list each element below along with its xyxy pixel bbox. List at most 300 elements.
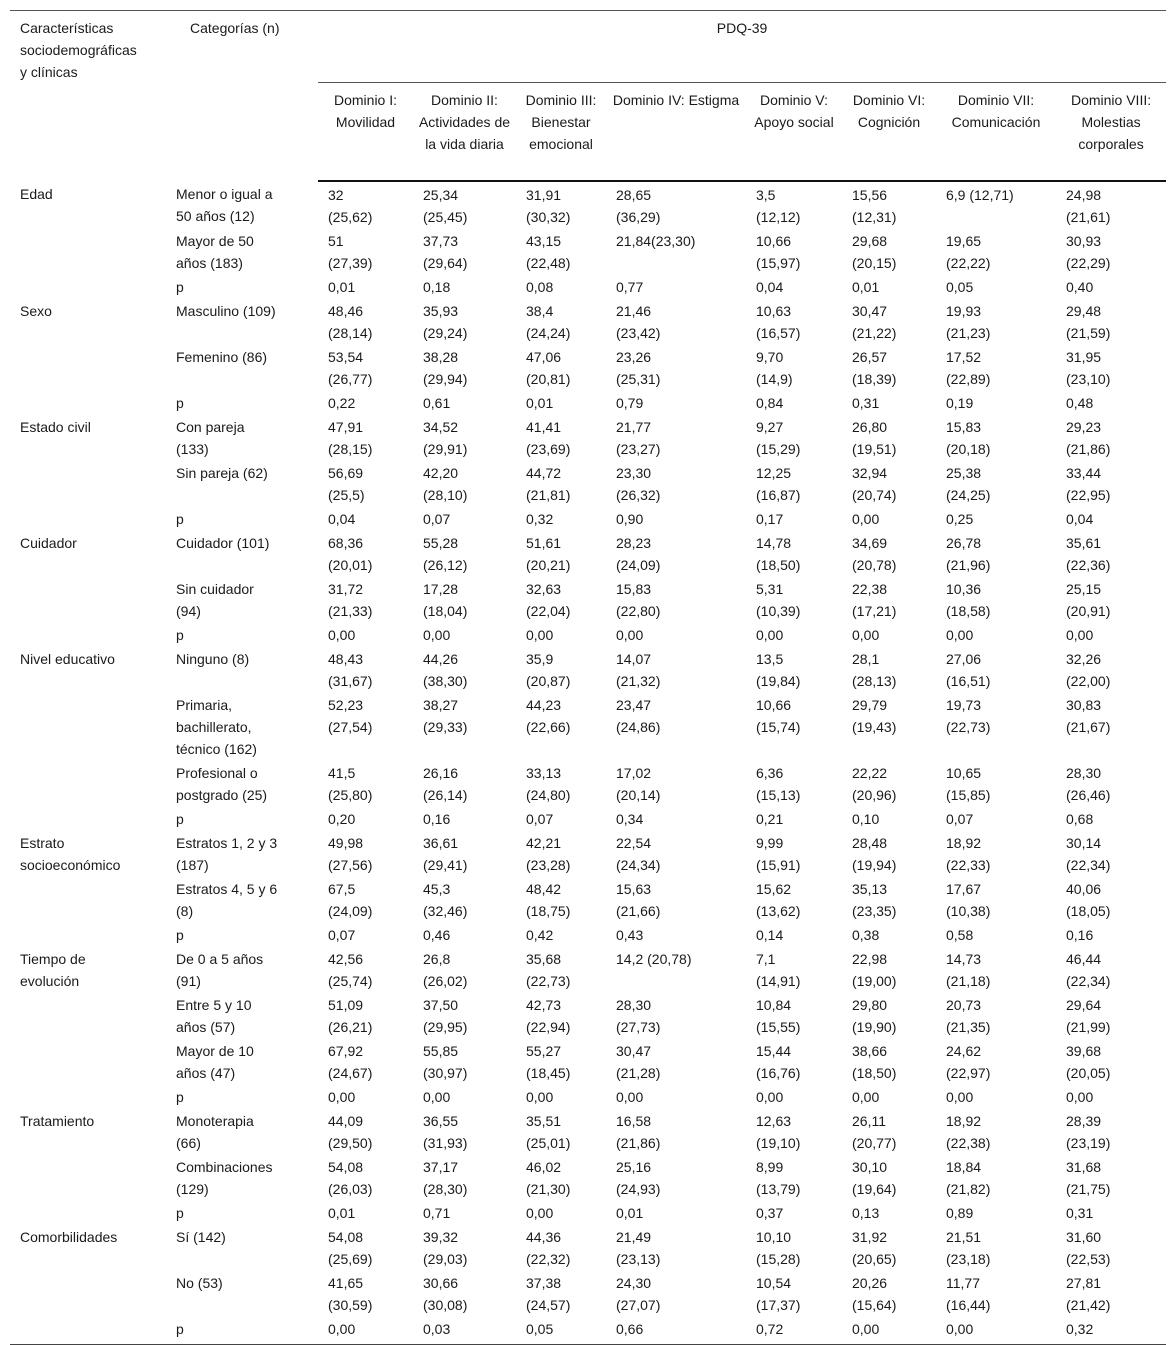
- mean-sd-cell: 18,92 (22,38): [946, 1112, 991, 1151]
- header-domain: Dominio V: Apoyo social: [746, 83, 842, 181]
- mean-sd-cell: 14,73 (21,18): [946, 950, 991, 989]
- mean-sd-cell: 28,23 (24,09): [616, 534, 661, 573]
- p-value-cell: 0,04: [756, 278, 784, 295]
- category-label: Entre 5 y 10 años (57): [176, 996, 252, 1035]
- p-value-cell: 0,00: [616, 1088, 644, 1105]
- table-row: [10, 274, 1166, 298]
- mean-sd-cell: 19,65 (22,22): [946, 232, 991, 271]
- p-value-label: p: [176, 1088, 184, 1105]
- mean-sd-cell: 29,79 (19,43): [852, 696, 897, 735]
- p-value-cell: 0,07: [423, 510, 451, 527]
- table-row: [10, 692, 1166, 760]
- category-label: Combinaciones (129): [176, 1158, 273, 1197]
- mean-sd-cell: 14,07 (21,32): [616, 650, 661, 689]
- mean-sd-cell: 9,70 (14,9): [756, 348, 793, 387]
- mean-sd-cell: 38,28 (29,94): [423, 348, 468, 387]
- category-label: Profesional o postgrado (25): [176, 764, 268, 803]
- p-value-cell: 0,00: [852, 510, 880, 527]
- table-row: [10, 760, 1166, 806]
- mean-sd-cell: 20,26 (15,64): [852, 1274, 897, 1313]
- mean-sd-cell: 18,92 (22,33): [946, 834, 991, 873]
- mean-sd-cell: 55,27 (18,45): [526, 1042, 571, 1081]
- mean-sd-cell: 19,73 (22,73): [946, 696, 991, 735]
- table-row: [10, 646, 1166, 692]
- characteristic-label: Tratamiento: [20, 1112, 95, 1129]
- mean-sd-cell: 47,91 (28,15): [328, 418, 373, 457]
- mean-sd-cell: 21,77 (23,27): [616, 418, 661, 457]
- table-row: [10, 1200, 1166, 1224]
- mean-sd-cell: 13,5 (19,84): [756, 650, 801, 689]
- mean-sd-cell: 35,13 (23,35): [852, 880, 897, 919]
- mean-sd-cell: 42,20 (28,10): [423, 464, 468, 503]
- p-value-cell: 0,00: [946, 1320, 974, 1337]
- p-value-cell: 0,16: [1066, 926, 1094, 943]
- mean-sd-cell: 35,61 (22,36): [1066, 534, 1111, 573]
- mean-sd-cell: 23,26 (25,31): [616, 348, 661, 387]
- mean-sd-cell: 10,84 (15,55): [756, 996, 801, 1035]
- p-value-cell: 0,38: [852, 926, 880, 943]
- category-label: Menor o igual a 50 años (12): [176, 185, 273, 224]
- p-value-cell: 0,00: [756, 626, 784, 643]
- table-header: [10, 11, 1166, 181]
- header-domain: Dominio VIII: Molestias corporales: [1056, 83, 1166, 181]
- p-value-cell: 0,01: [526, 394, 554, 411]
- mean-sd-cell: 33,44 (22,95): [1066, 464, 1111, 503]
- mean-sd-cell: 31,60 (22,53): [1066, 1228, 1111, 1267]
- mean-sd-cell: 8,99 (13,79): [756, 1158, 801, 1197]
- p-value-cell: 0,05: [526, 1320, 554, 1337]
- table-row: [10, 622, 1166, 646]
- mean-sd-cell: 10,10 (15,28): [756, 1228, 801, 1267]
- p-value-cell: 0,16: [423, 810, 451, 827]
- category-label: Sin pareja (62): [176, 464, 268, 481]
- p-value-cell: 0,07: [946, 810, 974, 827]
- p-value-cell: 0,89: [946, 1204, 974, 1221]
- mean-sd-cell: 7,1 (14,91): [756, 950, 801, 989]
- mean-sd-cell: 9,99 (15,91): [756, 834, 801, 873]
- mean-sd-cell: 42,73 (22,94): [526, 996, 571, 1035]
- p-value-cell: 0,22: [328, 394, 356, 411]
- mean-sd-cell: 12,25 (16,87): [756, 464, 801, 503]
- p-value-cell: 0,72: [756, 1320, 784, 1337]
- mean-sd-cell: 30,47 (21,22): [852, 302, 897, 341]
- mean-sd-cell: 21,49 (23,13): [616, 1228, 661, 1267]
- header-domain: Dominio III: Bienestar emocional: [516, 83, 606, 181]
- header-pdq39: PDQ-39: [318, 11, 1166, 83]
- p-value-cell: 0,37: [756, 1204, 784, 1221]
- table-row: [10, 181, 1166, 228]
- table-row: [10, 922, 1166, 946]
- mean-sd-cell: 28,39 (23,19): [1066, 1112, 1111, 1151]
- header-categories: Categorías (n): [166, 11, 318, 181]
- table-row: [10, 1224, 1166, 1270]
- table-row: [10, 830, 1166, 876]
- p-value-cell: 0,14: [756, 926, 784, 943]
- category-label: Estratos 1, 2 y 3 (187): [176, 834, 278, 873]
- mean-sd-cell: 42,21 (23,28): [526, 834, 571, 873]
- p-value-cell: 0,31: [1066, 1204, 1094, 1221]
- p-value-cell: 0,32: [1066, 1320, 1094, 1337]
- mean-sd-cell: 40,06 (18,05): [1066, 880, 1111, 919]
- mean-sd-cell: 34,52 (29,91): [423, 418, 468, 457]
- mean-sd-cell: 15,83 (20,18): [946, 418, 991, 457]
- p-value-cell: 0,00: [526, 626, 554, 643]
- mean-sd-cell: 46,44 (22,34): [1066, 950, 1111, 989]
- category-label: Mayor de 10 años (47): [176, 1042, 254, 1081]
- mean-sd-cell: 9,27 (15,29): [756, 418, 801, 457]
- p-value-cell: 0,00: [616, 626, 644, 643]
- mean-sd-cell: 44,26 (38,30): [423, 650, 468, 689]
- mean-sd-cell: 54,08 (25,69): [328, 1228, 373, 1267]
- mean-sd-cell: 36,55 (31,93): [423, 1112, 468, 1151]
- mean-sd-cell: 48,42 (18,75): [526, 880, 571, 919]
- mean-sd-cell: 39,32 (29,03): [423, 1228, 468, 1267]
- mean-sd-cell: 55,85 (30,97): [423, 1042, 468, 1081]
- mean-sd-cell: 51,61 (20,21): [526, 534, 571, 573]
- mean-sd-cell: 48,46 (28,14): [328, 302, 373, 341]
- mean-sd-cell: 24,98 (21,61): [1066, 186, 1111, 225]
- p-value-cell: 0,32: [526, 510, 554, 527]
- mean-sd-cell: 47,06 (20,81): [526, 348, 571, 387]
- mean-sd-cell: 56,69 (25,5): [328, 464, 365, 503]
- mean-sd-cell: 49,98 (27,56): [328, 834, 373, 873]
- mean-sd-cell: 39,68 (20,05): [1066, 1042, 1111, 1081]
- p-value-cell: 0,00: [328, 626, 356, 643]
- p-value-cell: 0,08: [526, 278, 554, 295]
- mean-sd-cell: 23,47 (24,86): [616, 696, 661, 735]
- p-value-cell: 0,20: [328, 810, 356, 827]
- characteristic-label: Estado civil: [20, 418, 91, 435]
- p-value-label: p: [176, 626, 184, 643]
- mean-sd-cell: 17,67 (10,38): [946, 880, 991, 919]
- mean-sd-cell: 37,73 (29,64): [423, 232, 468, 271]
- mean-sd-cell: 3,5 (12,12): [756, 186, 801, 225]
- mean-sd-cell: 24,30 (27,07): [616, 1274, 661, 1313]
- mean-sd-cell: 46,02 (21,30): [526, 1158, 571, 1197]
- mean-sd-cell: 5,31 (10,39): [756, 580, 801, 619]
- p-value-cell: 0,84: [756, 394, 784, 411]
- table-row: [10, 946, 1166, 992]
- header-domain: Dominio I: Movilidad: [318, 83, 413, 181]
- p-value-cell: 0,05: [946, 278, 974, 295]
- table-row: [10, 992, 1166, 1038]
- table-body: [10, 181, 1166, 1345]
- p-value-cell: 0,71: [423, 1204, 451, 1221]
- header-domain: Dominio IV: Estigma: [606, 83, 746, 181]
- p-value-cell: 0,17: [756, 510, 784, 527]
- mean-sd-cell: 37,38 (24,57): [526, 1274, 571, 1313]
- p-value-cell: 0,01: [328, 278, 356, 295]
- mean-sd-cell: 45,3 (32,46): [423, 880, 468, 919]
- mean-sd-cell: 33,13 (24,80): [526, 764, 571, 803]
- mean-sd-cell: 38,27 (29,33): [423, 696, 468, 735]
- category-label: Femenino (86): [176, 348, 268, 365]
- p-value-cell: 0,04: [328, 510, 356, 527]
- p-value-cell: 0,00: [756, 1088, 784, 1105]
- mean-sd-cell: 31,92 (20,65): [852, 1228, 897, 1267]
- mean-sd-cell: 23,30 (26,32): [616, 464, 661, 503]
- mean-sd-cell: 32,26 (22,00): [1066, 650, 1111, 689]
- p-value-cell: 0,03: [423, 1320, 451, 1337]
- table-row: [10, 530, 1166, 576]
- mean-sd-cell: 36,61 (29,41): [423, 834, 468, 873]
- mean-sd-cell: 10,54 (17,37): [756, 1274, 801, 1313]
- p-value-cell: 0,07: [526, 810, 554, 827]
- mean-sd-cell: 30,93 (22,29): [1066, 232, 1111, 271]
- characteristic-label: Sexo: [20, 302, 52, 319]
- mean-sd-cell: 21,46 (23,42): [616, 302, 661, 341]
- table-row: [10, 414, 1166, 460]
- table-row: [10, 298, 1166, 344]
- p-value-cell: 0,31: [852, 394, 880, 411]
- mean-sd-cell: 29,23 (21,86): [1066, 418, 1111, 457]
- table-row: [10, 1038, 1166, 1084]
- p-value-cell: 0,40: [1066, 278, 1094, 295]
- p-value-label: p: [176, 926, 184, 943]
- mean-sd-cell: 17,52 (22,89): [946, 348, 991, 387]
- mean-sd-cell: 17,28 (18,04): [423, 580, 468, 619]
- p-value-cell: 0,00: [852, 626, 880, 643]
- p-value-cell: 0,77: [616, 278, 644, 295]
- mean-sd-cell: 29,48 (21,59): [1066, 302, 1111, 341]
- mean-sd-cell: 25,34 (25,45): [423, 186, 468, 225]
- mean-sd-cell: 30,14 (22,34): [1066, 834, 1111, 873]
- mean-sd-cell: 14,78 (18,50): [756, 534, 801, 573]
- category-label: Primaria, bachillerato, técnico (162): [176, 696, 257, 757]
- mean-sd-cell: 44,72 (21,81): [526, 464, 571, 503]
- header-domain: Dominio VI: Cognición: [842, 83, 936, 181]
- mean-sd-cell: 53,54 (26,77): [328, 348, 373, 387]
- p-value-cell: 0,00: [1066, 1088, 1094, 1105]
- table-row: [10, 876, 1166, 922]
- mean-sd-cell: 27,81 (21,42): [1066, 1274, 1111, 1313]
- mean-sd-cell: 28,48 (19,94): [852, 834, 897, 873]
- mean-sd-cell: 14,2 (20,78): [616, 950, 692, 967]
- mean-sd-cell: 15,62 (13,62): [756, 880, 801, 919]
- p-value-cell: 0,43: [616, 926, 644, 943]
- category-label: De 0 a 5 años (91): [176, 950, 264, 989]
- characteristic-label: Comorbilidades: [20, 1228, 118, 1245]
- category-label: Masculino (109): [176, 302, 276, 319]
- pdq39-results-table: [10, 10, 1166, 1345]
- mean-sd-cell: 44,23 (22,66): [526, 696, 571, 735]
- mean-sd-cell: 6,36 (15,13): [756, 764, 801, 803]
- mean-sd-cell: 67,92 (24,67): [328, 1042, 373, 1081]
- table-row: [10, 228, 1166, 274]
- mean-sd-cell: 15,63 (21,66): [616, 880, 661, 919]
- table-row: [10, 1154, 1166, 1200]
- table-row: [10, 806, 1166, 830]
- p-value-cell: 0,00: [423, 626, 451, 643]
- p-value-cell: 0,42: [526, 926, 554, 943]
- mean-sd-cell: 29,64 (21,99): [1066, 996, 1111, 1035]
- mean-sd-cell: 67,5 (24,09): [328, 880, 373, 919]
- table-row: [10, 506, 1166, 530]
- mean-sd-cell: 25,16 (24,93): [616, 1158, 661, 1197]
- mean-sd-cell: 12,63 (19,10): [756, 1112, 801, 1151]
- p-value-cell: 0,46: [423, 926, 451, 943]
- mean-sd-cell: 35,51 (25,01): [526, 1112, 571, 1151]
- mean-sd-cell: 15,83 (22,80): [616, 580, 661, 619]
- p-value-cell: 0,00: [946, 1088, 974, 1105]
- header-domain: Dominio II: Actividades de la vida diaria: [413, 83, 516, 181]
- mean-sd-cell: 11,77 (16,44): [946, 1274, 991, 1313]
- mean-sd-cell: 10,66 (15,74): [756, 696, 801, 735]
- p-value-cell: 0,18: [423, 278, 451, 295]
- p-value-label: p: [176, 1320, 184, 1337]
- mean-sd-cell: 31,68 (21,75): [1066, 1158, 1111, 1197]
- mean-sd-cell: 31,72 (21,33): [328, 580, 373, 619]
- mean-sd-cell: 26,78 (21,96): [946, 534, 991, 573]
- header-domain: Dominio VII: Comunicación: [936, 83, 1056, 181]
- characteristic-label: Edad: [20, 185, 53, 202]
- p-value-cell: 0,07: [328, 926, 356, 943]
- p-value-cell: 0,68: [1066, 810, 1094, 827]
- mean-sd-cell: 42,56 (25,74): [328, 950, 373, 989]
- mean-sd-cell: 28,30 (26,46): [1066, 764, 1111, 803]
- mean-sd-cell: 38,4 (24,24): [526, 302, 571, 341]
- mean-sd-cell: 26,11 (20,77): [852, 1112, 897, 1151]
- mean-sd-cell: 10,36 (18,58): [946, 580, 991, 619]
- mean-sd-cell: 32 (25,62): [328, 186, 373, 225]
- p-value-cell: 0,79: [616, 394, 644, 411]
- mean-sd-cell: 31,95 (23,10): [1066, 348, 1111, 387]
- mean-sd-cell: 25,38 (24,25): [946, 464, 991, 503]
- mean-sd-cell: 32,63 (22,04): [526, 580, 571, 619]
- mean-sd-cell: 22,98 (19,00): [852, 950, 897, 989]
- p-value-cell: 0,58: [946, 926, 974, 943]
- p-value-cell: 0,00: [328, 1320, 356, 1337]
- mean-sd-cell: 35,93 (29,24): [423, 302, 468, 341]
- mean-sd-cell: 24,62 (22,97): [946, 1042, 991, 1081]
- table-row: [10, 1270, 1166, 1316]
- mean-sd-cell: 31,91 (30,32): [526, 186, 571, 225]
- mean-sd-cell: 35,9 (20,87): [526, 650, 571, 689]
- p-value-cell: 0,00: [852, 1320, 880, 1337]
- p-value-label: p: [176, 810, 184, 827]
- mean-sd-cell: 29,68 (20,15): [852, 232, 897, 271]
- header-characteristics: Características sociodemográficas y clínicas: [10, 11, 166, 181]
- mean-sd-cell: 30,66 (30,08): [423, 1274, 468, 1313]
- characteristic-label: Cuidador: [20, 534, 77, 551]
- mean-sd-cell: 25,15 (20,91): [1066, 580, 1111, 619]
- mean-sd-cell: 15,56 (12,31): [852, 186, 897, 225]
- p-value-label: p: [176, 278, 184, 295]
- p-value-cell: 0,01: [328, 1204, 356, 1221]
- mean-sd-cell: 6,9 (12,71): [946, 186, 1014, 203]
- mean-sd-cell: 15,44 (16,76): [756, 1042, 801, 1081]
- p-value-label: p: [176, 394, 184, 411]
- mean-sd-cell: 30,47 (21,28): [616, 1042, 661, 1081]
- p-value-cell: 0,00: [946, 626, 974, 643]
- mean-sd-cell: 10,66 (15,97): [756, 232, 801, 271]
- mean-sd-cell: 52,23 (27,54): [328, 696, 373, 735]
- mean-sd-cell: 37,17 (28,30): [423, 1158, 468, 1197]
- p-value-cell: 0,25: [946, 510, 974, 527]
- mean-sd-cell: 10,65 (15,85): [946, 764, 991, 803]
- category-label: Mayor de 50 años (183): [176, 232, 254, 271]
- mean-sd-cell: 41,41 (23,69): [526, 418, 571, 457]
- mean-sd-cell: 22,22 (20,96): [852, 764, 897, 803]
- mean-sd-cell: 20,73 (21,35): [946, 996, 991, 1035]
- mean-sd-cell: 28,1 (28,13): [852, 650, 897, 689]
- table-row: [10, 460, 1166, 506]
- p-value-label: p: [176, 1204, 184, 1221]
- p-value-cell: 0,19: [946, 394, 974, 411]
- table-row: [10, 1316, 1166, 1345]
- p-value-cell: 0,61: [423, 394, 451, 411]
- category-label: Sin cuidador (94): [176, 580, 254, 619]
- mean-sd-cell: 51,09 (26,21): [328, 996, 373, 1035]
- mean-sd-cell: 54,08 (26,03): [328, 1158, 373, 1197]
- p-value-cell: 0,10: [852, 810, 880, 827]
- category-label: No (53): [176, 1274, 223, 1291]
- mean-sd-cell: 21,51 (23,18): [946, 1228, 991, 1267]
- category-label: Sí (142): [176, 1228, 226, 1245]
- mean-sd-cell: 44,09 (29,50): [328, 1112, 373, 1151]
- mean-sd-cell: 26,8 (26,02): [423, 950, 468, 989]
- mean-sd-cell: 51 (27,39): [328, 232, 373, 271]
- p-value-cell: 0,00: [852, 1088, 880, 1105]
- characteristic-label: Estrato socioeconómico: [20, 834, 121, 873]
- p-value-cell: 0,34: [616, 810, 644, 827]
- table-row: [10, 390, 1166, 414]
- mean-sd-cell: 22,38 (17,21): [852, 580, 897, 619]
- mean-sd-cell: 28,65 (36,29): [616, 186, 661, 225]
- p-value-cell: 0,00: [423, 1088, 451, 1105]
- mean-sd-cell: 29,80 (19,90): [852, 996, 897, 1035]
- mean-sd-cell: 17,02 (20,14): [616, 764, 661, 803]
- mean-sd-cell: 41,65 (30,59): [328, 1274, 373, 1313]
- p-value-cell: 0,00: [526, 1204, 554, 1221]
- p-value-cell: 0,00: [526, 1088, 554, 1105]
- characteristic-label: Nivel educativo: [20, 650, 115, 667]
- mean-sd-cell: 43,15 (22,48): [526, 232, 571, 271]
- mean-sd-cell: 22,54 (24,34): [616, 834, 661, 873]
- mean-sd-cell: 44,36 (22,32): [526, 1228, 571, 1267]
- table-row: [10, 1108, 1166, 1154]
- mean-sd-cell: 18,84 (21,82): [946, 1158, 991, 1197]
- mean-sd-cell: 48,43 (31,67): [328, 650, 373, 689]
- characteristic-label: Tiempo de evolución: [20, 950, 86, 989]
- p-value-cell: 0,00: [328, 1088, 356, 1105]
- mean-sd-cell: 26,16 (26,14): [423, 764, 468, 803]
- p-value-cell: 0,13: [852, 1204, 880, 1221]
- mean-sd-cell: 16,58 (21,86): [616, 1112, 661, 1151]
- mean-sd-cell: 27,06 (16,51): [946, 650, 991, 689]
- p-value-cell: 0,00: [1066, 626, 1094, 643]
- mean-sd-cell: 37,50 (29,95): [423, 996, 468, 1035]
- p-value-cell: 0,01: [852, 278, 880, 295]
- p-value-cell: 0,21: [756, 810, 784, 827]
- p-value-cell: 0,48: [1066, 394, 1094, 411]
- mean-sd-cell: 10,63 (16,57): [756, 302, 801, 341]
- mean-sd-cell: 26,57 (18,39): [852, 348, 897, 387]
- p-value-cell: 0,04: [1066, 510, 1094, 527]
- mean-sd-cell: 26,80 (19,51): [852, 418, 897, 457]
- table-row: [10, 576, 1166, 622]
- category-label: Estratos 4, 5 y 6 (8): [176, 880, 278, 919]
- mean-sd-cell: 34,69 (20,78): [852, 534, 897, 573]
- p-value-cell: 0,66: [616, 1320, 644, 1337]
- mean-sd-cell: 68,36 (20,01): [328, 534, 373, 573]
- p-value-cell: 0,90: [616, 510, 644, 527]
- mean-sd-cell: 41,5 (25,80): [328, 764, 373, 803]
- mean-sd-cell: 19,93 (21,23): [946, 302, 991, 341]
- table-row: [10, 344, 1166, 390]
- category-label: Ninguno (8): [176, 650, 250, 667]
- p-value-cell: 0,01: [616, 1204, 644, 1221]
